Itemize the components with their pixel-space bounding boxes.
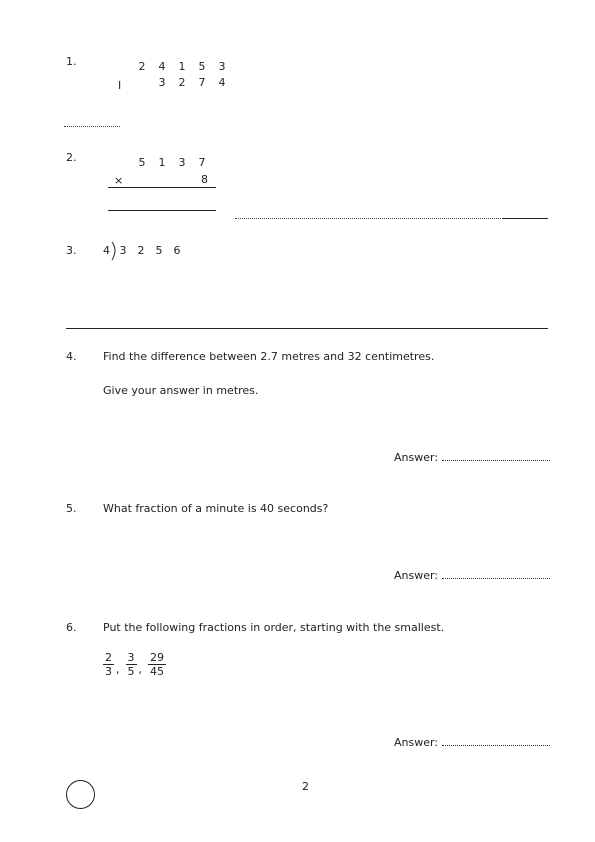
q2-answer-line xyxy=(108,210,216,211)
q4-answer-label: Answer: xyxy=(394,451,439,464)
q1-bottom-digit: 4 xyxy=(218,76,226,89)
q5-answer-field[interactable] xyxy=(442,569,550,579)
q4-number: 4. xyxy=(66,350,77,363)
q2-product-line xyxy=(108,187,216,188)
q4-answer xyxy=(394,451,550,464)
q3-divisor: 4 xyxy=(103,244,110,257)
fraction-numerator: 3 xyxy=(127,651,135,664)
q1-bottom-digit: 7 xyxy=(198,76,206,89)
q6-number: 6. xyxy=(66,621,77,634)
q1-top-digit: 5 xyxy=(198,60,206,73)
q6-answer-label: Answer: xyxy=(394,736,439,749)
fraction xyxy=(126,651,137,678)
q4-question-text: Find the difference between 2.7 metres and 32 centimetres. xyxy=(103,350,435,363)
fraction-denominator: 45 xyxy=(150,665,164,678)
q2-top-digit: 1 xyxy=(158,156,166,169)
q1-top-digit: 4 xyxy=(158,60,166,73)
q3-dividend-digit: 5 xyxy=(155,244,163,257)
q1-number: 1. xyxy=(66,55,77,68)
q2-top-row xyxy=(132,156,212,169)
q5-question-text: What fraction of a minute is 40 seconds? xyxy=(103,502,329,515)
q3-dividend-digit: 2 xyxy=(137,244,145,257)
fraction-separator: , xyxy=(116,663,120,676)
q1-top-digit: 1 xyxy=(178,60,186,73)
q4-answer-field[interactable] xyxy=(442,451,550,461)
q3-dividend-digit: 3 xyxy=(119,244,127,257)
q5-number: 5. xyxy=(66,502,77,515)
fraction-denominator: 3 xyxy=(105,665,112,678)
q3-separator xyxy=(66,328,548,329)
q1-bottom-digit: 2 xyxy=(178,76,186,89)
q2-top-digit: 7 xyxy=(198,156,206,169)
q2-number: 2. xyxy=(66,151,77,164)
fraction xyxy=(103,651,114,678)
q2-operator: × xyxy=(114,174,124,187)
q1-top-digit: 2 xyxy=(138,60,146,73)
q1-separator xyxy=(64,126,120,127)
q6-question-text: Put the following fractions in order, starting with the smallest. xyxy=(103,621,445,634)
page-number: 2 xyxy=(302,780,309,793)
q2-top-digit: 3 xyxy=(178,156,186,169)
q1-bottom-row xyxy=(152,76,232,89)
q2-multiplier: 8 xyxy=(201,173,208,186)
fraction-numerator: 29 xyxy=(150,651,164,664)
q1-bottom-digit: 3 xyxy=(158,76,166,89)
q6-answer-field[interactable] xyxy=(442,736,550,746)
q2-separator-dotted xyxy=(235,218,503,219)
q6-answer xyxy=(394,736,550,749)
q5-answer-label: Answer: xyxy=(394,569,439,582)
marks-circle xyxy=(66,780,95,809)
q3-number: 3. xyxy=(66,244,77,257)
q3-dividend-row xyxy=(114,244,186,257)
q3-dividend-digit: 6 xyxy=(173,244,181,257)
q1-operator: I xyxy=(118,79,122,92)
q6-fraction-list xyxy=(103,651,172,678)
q2-top-digit: 5 xyxy=(138,156,146,169)
fraction-numerator: 2 xyxy=(105,651,112,664)
q1-top-row xyxy=(132,60,232,73)
fraction-separator: , xyxy=(138,663,142,676)
q1-top-digit: 3 xyxy=(218,60,226,73)
fraction xyxy=(148,651,166,678)
q4-instruction-text: Give your answer in metres. xyxy=(103,384,259,397)
q5-answer xyxy=(394,569,550,582)
q2-separator xyxy=(503,218,548,219)
fraction-denominator: 5 xyxy=(127,665,135,678)
